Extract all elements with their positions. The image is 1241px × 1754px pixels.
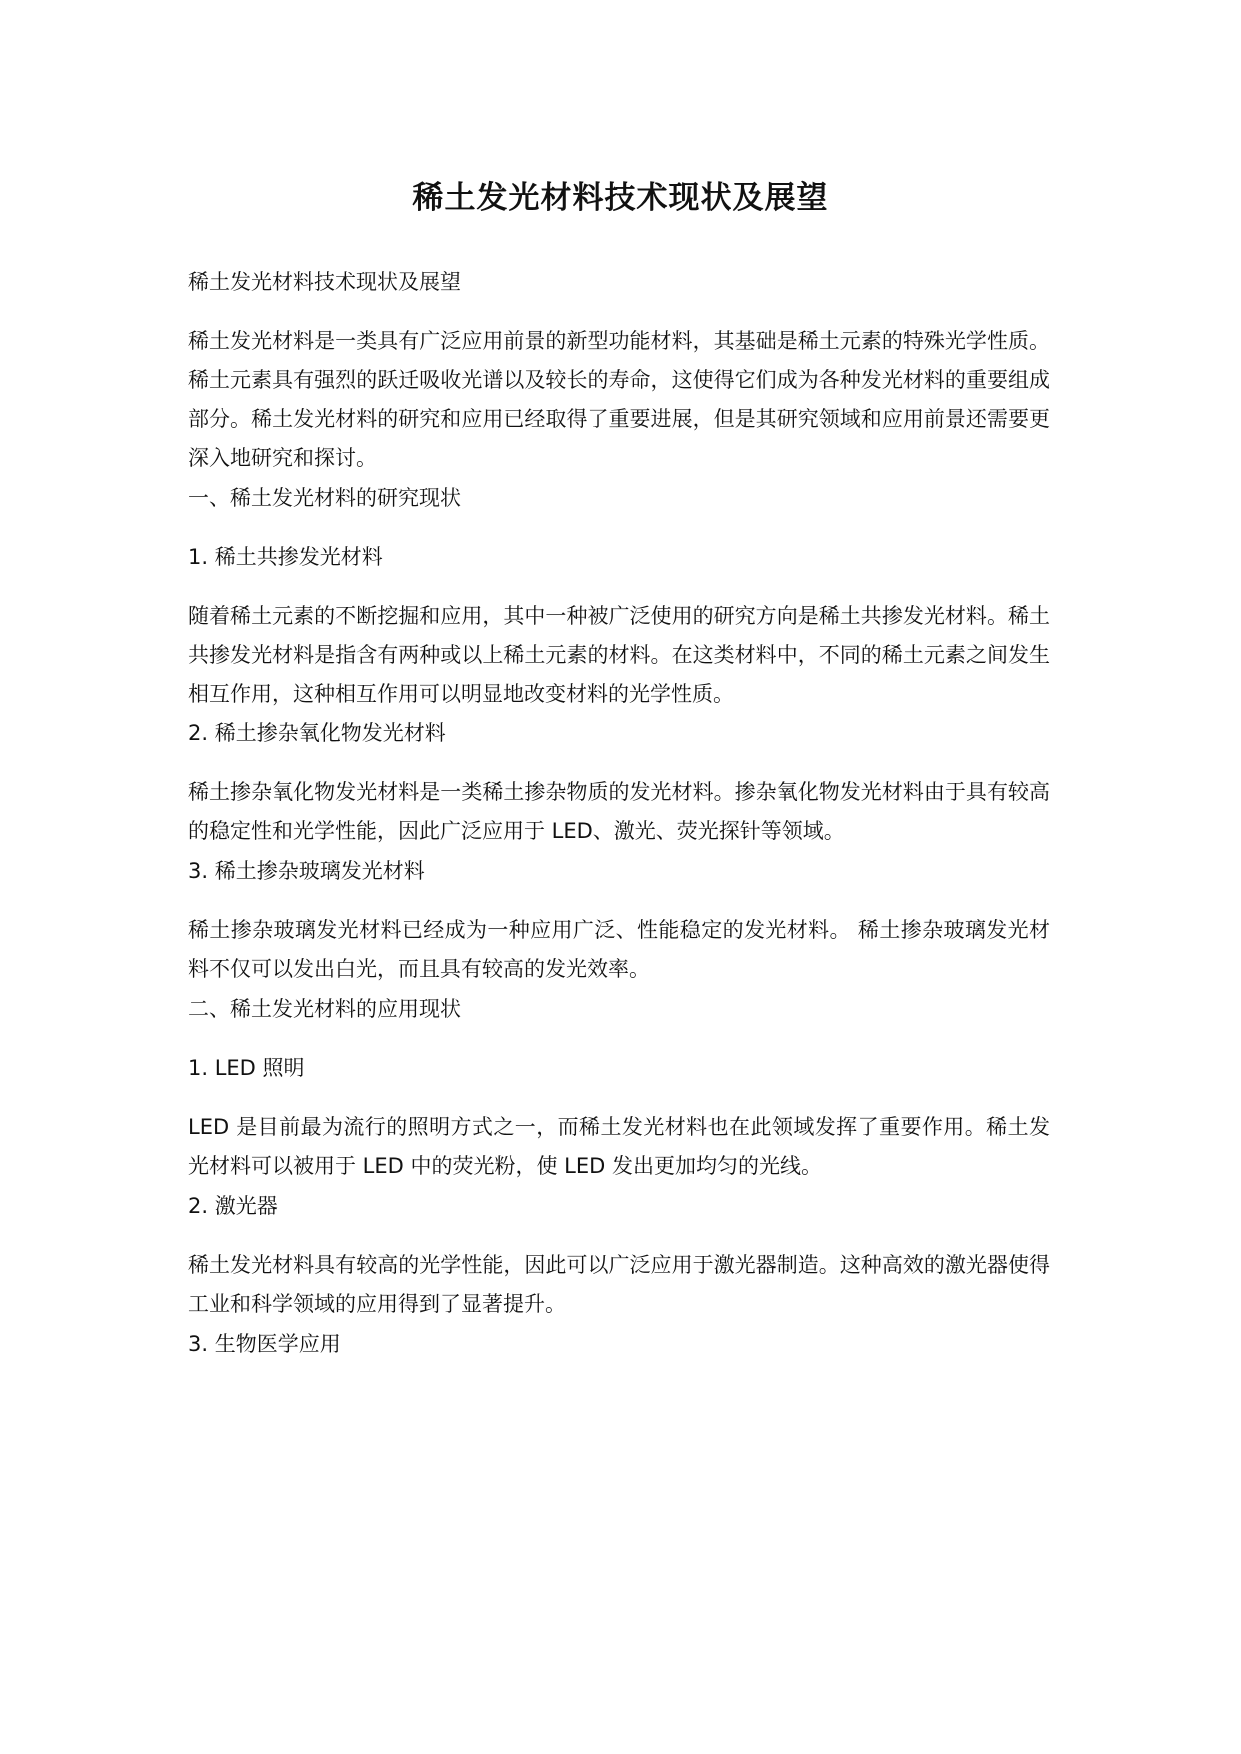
subheading-led: 1. LED 照明 [188,1056,305,1080]
section-heading-application: 二、稀土发光材料的应用现状 [188,997,461,1021]
subheading-oxide: 2. 稀土掺杂氧化物发光材料 [188,721,446,745]
paragraph-glass: 稀土掺杂玻璃发光材料已经成为一种应用广泛、性能稳定的发光材料。 稀土掺杂玻璃发光材料不仅可以发出白光，而且具有较高的发光效率。 [188,918,1050,981]
subheading-laser: 2. 激光器 [188,1194,278,1218]
document-title: 稀土发光材料技术现状及展望 [412,180,829,216]
paragraph-oxide: 稀土掺杂氧化物发光材料是一类稀土掺杂物质的发光材料。掺杂氧化物发光材料由于具有较高的稳定性和光学性能，因此广泛应用于 LED、激光、荧光探针等领域。 [188,780,1050,843]
paragraph-laser: 稀土发光材料具有较高的光学性能，因此可以广泛应用于激光器制造。这种高效的激光器使得工业和科学领域的应用得到了显著提升。 [188,1253,1050,1316]
document-subtitle: 稀土发光材料技术现状及展望 [188,270,461,294]
paragraph-led: LED 是目前最为流行的照明方式之一，而稀土发光材料也在此领域发挥了重要作用。稀土发光材料可以被用于 LED 中的荧光粉，使 LED 发出更加均匀的光线。 [188,1115,1050,1178]
subheading-co-doped: 1. 稀土共掺发光材料 [188,545,383,569]
paragraph-co-doped: 随着稀土元素的不断挖掘和应用，其中一种被广泛使用的研究方向是稀土共掺发光材料。稀土共掺发光材料是指含有两种或以上稀土元素的材料。在这类材料中，不同的稀土元素之间发生相互作用，这种相互作用可以明显地改变材料的光学性质。 [188,604,1050,706]
subheading-biomedical: 3. 生物医学应用 [188,1332,341,1356]
subheading-glass: 3. 稀土掺杂玻璃发光材料 [188,859,425,883]
intro-paragraph: 稀土发光材料是一类具有广泛应用前景的新型功能材料，其基础是稀土元素的特殊光学性质。稀土元素具有强烈的跃迁吸收光谱以及较长的寿命，这使得它们成为各种发光材料的重要组成部分。稀土发光材料的研究和应用已经取得了重要进展，但是其研究领域和应用前景还需要更深入地研究和探讨。 [188,329,1050,470]
section-heading-research: 一、稀土发光材料的研究现状 [188,486,461,510]
